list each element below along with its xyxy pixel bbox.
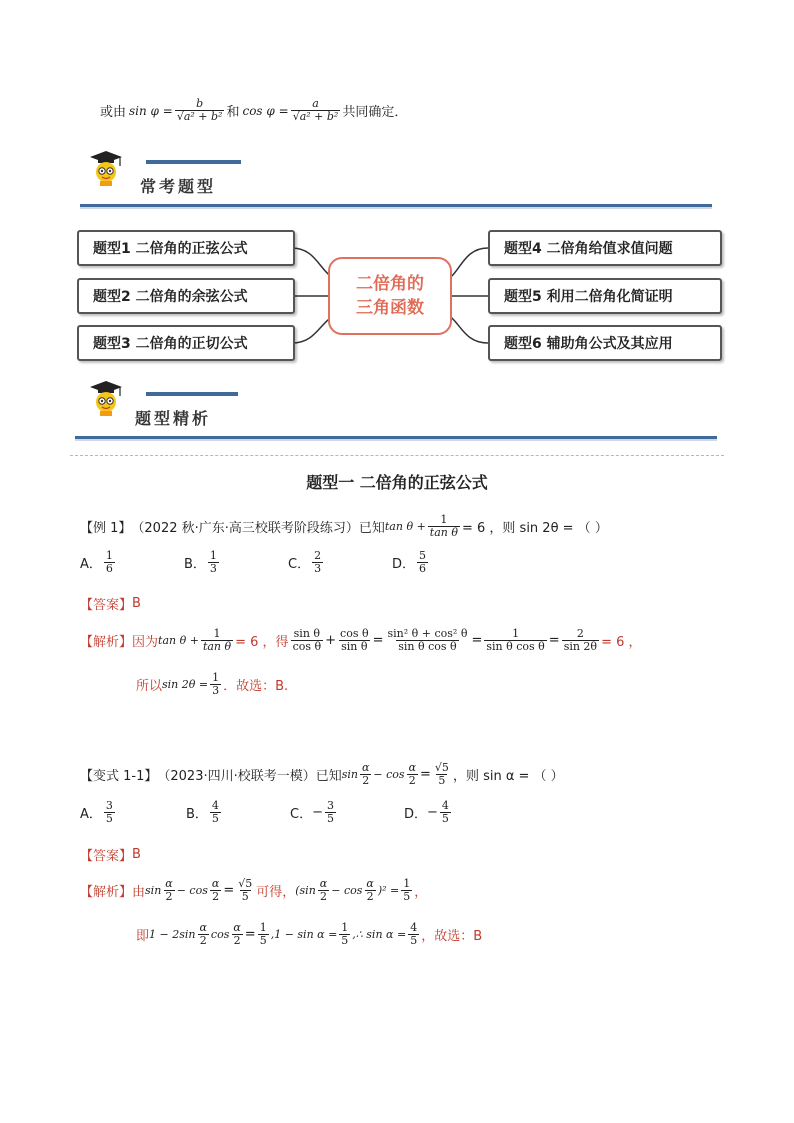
- option-label: A．: [80, 557, 102, 572]
- analysis-text: 可得，: [256, 885, 296, 900]
- topic-label-1: 题型1 二倍角的正弦公式: [93, 241, 248, 257]
- topic-box-5[interactable]: [488, 278, 722, 314]
- section1-title: 常考题型: [140, 177, 217, 196]
- answer-value: B: [132, 847, 141, 862]
- variant1-source: （2023·四川·校联考一模）已知: [157, 769, 342, 784]
- frac-den: 2: [366, 890, 374, 903]
- center-line-2: 三角函数: [356, 298, 424, 318]
- math-paren: )² =: [377, 884, 400, 897]
- option-b[interactable]: [186, 800, 290, 825]
- option-sign: −: [312, 805, 323, 820]
- intro-sin-den: √a² + b²: [176, 110, 223, 123]
- example1-options: [80, 550, 480, 575]
- option-label: C．: [290, 807, 313, 822]
- frac-num: 3: [105, 799, 113, 812]
- frac-den: 2: [233, 934, 241, 947]
- example1-source: （2022 秋·广东·高三校联考阶段练习）已知: [131, 521, 385, 536]
- frac-den: sin θ cos θ: [486, 640, 545, 653]
- frac-num: 4: [211, 799, 219, 812]
- frac-den: 5: [326, 812, 334, 825]
- frac-num: 1: [341, 921, 349, 934]
- intro-cos-den: √a² + b²: [292, 110, 339, 123]
- analysis-math: tan θ +: [158, 634, 199, 647]
- frac-num: α: [211, 877, 220, 890]
- variant1-cond-end: ，则 sin α = （ ）: [452, 769, 564, 784]
- option-c[interactable]: [290, 800, 404, 825]
- topic-heading: 题型一 二倍角的正弦公式: [306, 473, 488, 492]
- frac-num: 1: [259, 921, 267, 934]
- dashed-separator: [70, 455, 724, 456]
- intro-sin-num: b: [196, 97, 204, 110]
- frac-den: 5: [241, 890, 249, 903]
- frac-den: 6: [419, 562, 427, 575]
- option-b[interactable]: [184, 550, 288, 575]
- frac-num: α: [366, 877, 374, 890]
- option-c[interactable]: [288, 550, 392, 575]
- example1-analysis-line1: 【解析】 因为 tan θ + $\frac{1}{\text{tan θ}}$ = 6 ，得 $\frac{\text{sin θ}}{\text{cos θ}}$ + $\frac{\text{cos θ}}{\text{sin θ}}$ = $\frac{\text{sin² θ + cos² θ}}{\text{sin θ cos θ}}$ = $\frac{1}{\text{sin θ cos θ}}$ = $\frac{2}{\sin 2\theta}$ = 6 ，: [80, 627, 642, 653]
- example1-answer: [80, 594, 141, 613]
- analysis-text: ，: [414, 885, 428, 900]
- mindmap-center: [328, 257, 452, 335]
- topic-label-3: 题型3 二倍角的正切公式: [93, 336, 248, 352]
- analysis-text: = 6 ，: [601, 635, 642, 650]
- frac-num: 1: [212, 671, 220, 684]
- frac-num: sin θ: [293, 627, 321, 640]
- frac-den: 3: [212, 684, 220, 697]
- option-a[interactable]: [80, 550, 184, 575]
- frac-num: 1: [105, 549, 113, 562]
- math-cos: − cos: [331, 884, 363, 897]
- intro-and: 和: [226, 105, 240, 120]
- frac-den: 2: [212, 890, 220, 903]
- analysis-tag: 【解析】: [80, 635, 133, 650]
- intro-suffix: 共同确定．: [342, 105, 408, 120]
- frac-den: 5: [105, 812, 113, 825]
- answer-value: B: [132, 596, 141, 611]
- math-expr: ,1 − sin α =: [270, 928, 338, 941]
- frac-den: tan θ: [202, 640, 232, 653]
- frac-den: 3: [209, 562, 217, 575]
- example1-cond-a: tan θ +: [384, 520, 426, 533]
- frac-num: α: [408, 761, 417, 774]
- frac-den: 5: [403, 890, 411, 903]
- analysis-text: 所以: [136, 679, 163, 694]
- option-label: B．: [186, 807, 208, 822]
- variant1-question: [80, 762, 564, 787]
- example1-cond-b: = 6 ，则 sin 2θ = （ ）: [461, 521, 608, 536]
- intro-cos-label: cos φ =: [242, 103, 289, 118]
- frac-den: 5: [438, 774, 446, 787]
- analysis-text: ．故选：B.: [223, 679, 289, 694]
- intro-prefix: 或由: [100, 105, 127, 120]
- math-sin: sin: [341, 768, 358, 781]
- option-label: D．: [404, 807, 428, 822]
- answer-tag: 【答案】: [80, 849, 133, 864]
- frac-num: α: [165, 877, 173, 890]
- topic-box-2[interactable]: [77, 278, 295, 314]
- answer-tag: 【答案】: [80, 598, 133, 613]
- frac-den: 5: [259, 934, 267, 947]
- math-eq: =: [223, 883, 235, 898]
- frac-den: 5: [211, 812, 219, 825]
- option-label: B．: [184, 557, 206, 572]
- frac-num: α: [199, 921, 207, 934]
- frac-num: 2: [576, 627, 584, 640]
- analysis-text: 即: [136, 929, 150, 944]
- frac-den: cos θ: [292, 640, 322, 653]
- math-paren: (sin: [295, 884, 316, 897]
- frac-num: cos θ: [340, 627, 369, 640]
- option-d[interactable]: [392, 550, 472, 575]
- center-line-1: 二倍角的: [356, 274, 424, 294]
- variant1-analysis-line2: [136, 922, 482, 947]
- intro-sin-label: sin φ =: [129, 103, 173, 118]
- example1-question: [80, 514, 608, 539]
- topic-label-5: 题型5 利用二倍角化简证明: [504, 289, 673, 305]
- frac-num: 1: [209, 549, 217, 562]
- frac-den: 5: [341, 934, 349, 947]
- section2-divider-shadow: [75, 439, 717, 441]
- frac-num: sin² θ + cos² θ: [387, 627, 468, 640]
- section2-accent-bar: [146, 392, 238, 396]
- frac-num: 4: [441, 799, 449, 812]
- frac-num: 1: [512, 627, 520, 640]
- frac-den: 5: [410, 934, 418, 947]
- intro-line: [100, 98, 407, 123]
- analysis-text: 因为: [132, 635, 159, 650]
- frac-num: 5: [419, 549, 427, 562]
- math-sin: sin: [145, 884, 162, 897]
- topic-label-4: 题型4 二倍角给值求值问题: [504, 241, 673, 257]
- frac-den: sin 2θ: [563, 640, 598, 653]
- math-cos: cos: [210, 928, 230, 941]
- option-d[interactable]: [404, 800, 474, 825]
- frac-num: α: [233, 921, 241, 934]
- section2-title: 题型精析: [135, 409, 212, 428]
- frac-den: 2: [165, 890, 173, 903]
- frac-num: 2: [314, 549, 322, 562]
- topic-label-2: 题型2 二倍角的余弦公式: [93, 289, 248, 305]
- frac-num: 1: [440, 513, 448, 526]
- frac-den: sin θ cos θ: [398, 640, 457, 653]
- variant1-analysis-line1: [80, 878, 427, 903]
- topic-box-4[interactable]: [488, 230, 722, 266]
- frac-num: α: [361, 761, 370, 774]
- frac-den: 2: [199, 934, 207, 947]
- frac-den: sin θ: [341, 640, 368, 653]
- intro-sin-fraction: [175, 98, 225, 123]
- analysis-tag: 【解析】: [80, 885, 133, 900]
- scholar-mascot-icon: [84, 148, 124, 188]
- frac-den: 5: [441, 812, 449, 825]
- section1-accent-bar: [146, 160, 241, 164]
- option-sign: −: [427, 805, 438, 820]
- math-expr: 1 − 2sin: [149, 928, 196, 941]
- variant1-tag: 【变式 1-1】: [80, 769, 158, 784]
- analysis-text: ，故选：B: [421, 929, 483, 944]
- frac-den: 6: [105, 562, 113, 575]
- frac-den: tan θ: [429, 526, 458, 539]
- frac-num: α: [319, 877, 328, 890]
- analysis-text: = 6 ，得: [235, 635, 289, 650]
- topic-box-1[interactable]: [77, 230, 295, 266]
- intro-cos-num: a: [312, 97, 319, 110]
- frac-den: 3: [314, 562, 322, 575]
- option-label: A．: [80, 807, 102, 822]
- analysis-text: 由: [132, 885, 146, 900]
- math-expr: ,∴ sin α =: [352, 928, 407, 941]
- frac-num: √5: [238, 877, 253, 890]
- frac-num: 1: [403, 877, 411, 890]
- frac-den: 2: [362, 774, 370, 787]
- section1-divider-shadow: [80, 207, 712, 209]
- example1-cond-fraction: [428, 514, 460, 539]
- option-label: D．: [392, 557, 416, 572]
- option-label: C．: [288, 557, 311, 572]
- frac-den: 2: [320, 890, 328, 903]
- intro-cos-fraction: [291, 98, 341, 123]
- option-a[interactable]: [80, 800, 186, 825]
- math-eq: =: [244, 927, 256, 942]
- variant1-answer: [80, 845, 141, 864]
- math-cos: − cos: [373, 768, 405, 781]
- frac-num: 3: [326, 799, 334, 812]
- example1-tag: 【例 1】: [80, 521, 132, 536]
- math-eq: =: [420, 767, 431, 782]
- frac-num: 4: [410, 921, 418, 934]
- frac-den: 2: [408, 774, 416, 787]
- topic-label-6: 题型6 辅助角公式及其应用: [504, 336, 673, 352]
- scholar-mascot-icon: [84, 378, 124, 418]
- topic-box-6[interactable]: [488, 325, 722, 361]
- math-cos: − cos: [176, 884, 208, 897]
- topic-box-3[interactable]: [77, 325, 295, 361]
- variant1-options: [80, 800, 480, 825]
- analysis-math: sin 2θ =: [162, 678, 209, 691]
- example1-analysis-line2: [136, 672, 288, 697]
- frac-num: √5: [434, 761, 449, 774]
- frac-num: 1: [213, 627, 221, 640]
